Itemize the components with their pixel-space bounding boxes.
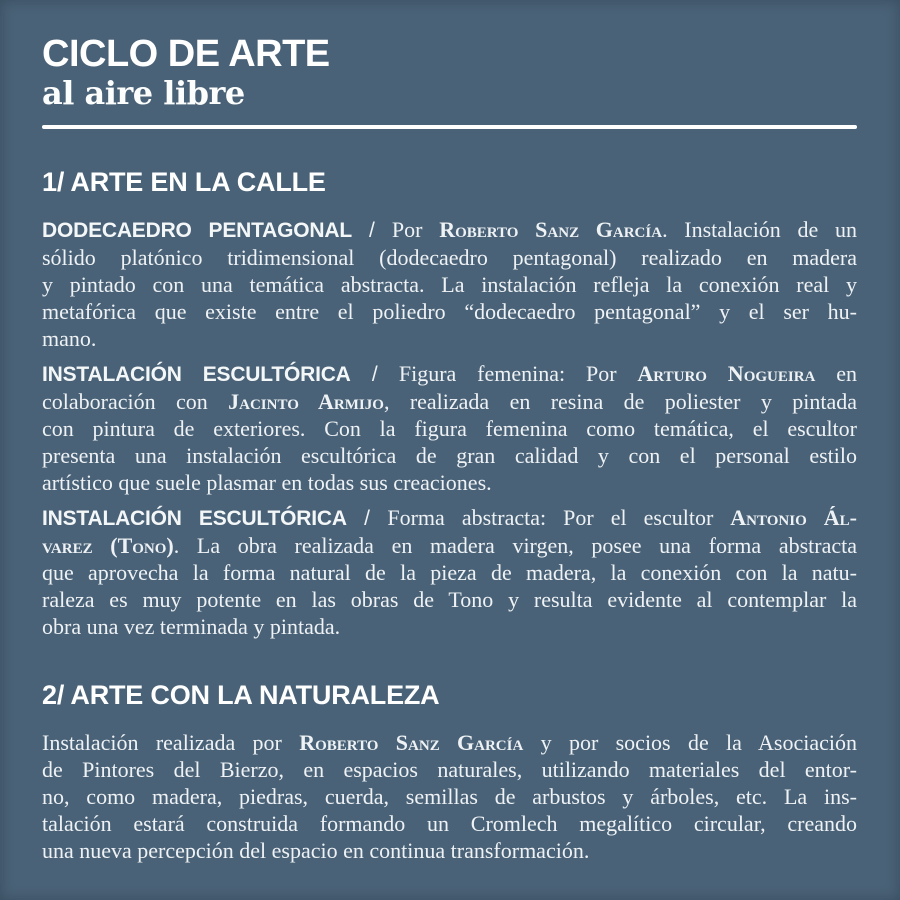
text-segment: y por socios de la Asociación (523, 730, 857, 755)
text-segment: artístico que suele plasmar en todas sus creaciones. (42, 470, 492, 495)
paragraph-lead: DODECAEDRO PENTAGONAL (42, 219, 352, 242)
text-segment: . Instalación de un (662, 217, 857, 242)
text-segment: Figura femenina: Por (398, 361, 638, 386)
lead-separator: / (346, 507, 388, 530)
page-title: CICLO DE ARTE (42, 33, 330, 75)
paragraph (42, 729, 857, 864)
text-segment: una nueva percepción del espacio en continua transformación. (42, 838, 590, 863)
lead-separator: / (350, 363, 399, 386)
text-segment: sólido platónico tridimensional (dodecaedro pentagonal) realizado en madera (42, 245, 857, 270)
text-segment: presenta una instalación escultórica de gran calidad y con el personal estilo (42, 443, 857, 468)
text-line (42, 837, 857, 864)
text-segment: raleza es muy potente en las obras de Tono y resulta evidente al contemplar la (42, 587, 857, 612)
text-line (42, 559, 857, 586)
artist-name: Roberto Sanz García (439, 217, 663, 242)
text-line (42, 532, 857, 559)
artist-name: Antonio Ál- (730, 505, 857, 530)
text-segment: en (815, 361, 857, 386)
text-segment: Por (391, 217, 440, 242)
artist-name: Jacinto Armijo (228, 389, 384, 414)
text-line (42, 388, 857, 415)
text-segment: colaboración con (42, 389, 229, 414)
text-line (42, 360, 857, 388)
section-heading: 2/ ARTE CON LA NATURALEZA (42, 680, 440, 710)
text-segment: mano. (42, 326, 97, 351)
text-line (42, 298, 857, 325)
text-line (42, 810, 857, 837)
paragraph-lead: INSTALACIÓN ESCULTÓRICA (42, 363, 351, 386)
text-line (42, 442, 857, 469)
paragraph-lead: INSTALACIÓN ESCULTÓRICA (42, 507, 347, 530)
text-line (42, 271, 857, 298)
sections (42, 167, 857, 864)
text-line (42, 469, 857, 496)
text-segment: que aprovecha la forma natural de la pieza de madera, la conexión con la natu- (42, 560, 857, 585)
paragraph (42, 360, 857, 496)
text-line (42, 613, 857, 640)
text-line (42, 325, 857, 352)
text-line (42, 504, 857, 532)
page-subtitle: al aire libre (42, 74, 245, 112)
artist-name: Arturo Nogueira (637, 361, 816, 386)
text-line (42, 756, 857, 783)
text-line (42, 729, 857, 756)
artist-name: varez (Tono) (42, 533, 174, 558)
artist-name: Roberto Sanz García (299, 730, 524, 755)
text-segment: y pintado con una temática abstracta. La instalación refleja la conexión real y (42, 272, 857, 297)
text-line (42, 216, 857, 244)
section-heading: 1/ ARTE EN LA CALLE (42, 167, 326, 197)
header (42, 34, 857, 129)
text-segment: Instalación realizada por (42, 730, 300, 755)
text-line (42, 586, 857, 613)
lead-separator: / (351, 219, 392, 242)
text-line (42, 415, 857, 442)
text-segment: metafórica que existe entre el poliedro “dodecaedro pentagonal” y el ser hu- (42, 299, 857, 324)
text-segment: no, como madera, piedras, cuerda, semillas de arbustos y árboles, etc. La ins- (42, 784, 857, 809)
text-segment: con pintura de exteriores. Con la figura femenina como temática, el escultor (42, 416, 857, 441)
text-segment: talación estará construida formando un Cromlech megalítico circular, creando (42, 811, 857, 836)
text-segment: , realizada en resina de poliester y pintada (383, 389, 858, 414)
section (42, 167, 857, 640)
text-segment: obra una vez terminada y pintada. (42, 614, 341, 639)
text-segment: de Pintores del Bierzo, en espacios naturales, utilizando materiales del entor- (42, 757, 857, 782)
paragraph (42, 504, 857, 640)
paragraph (42, 216, 857, 352)
divider (42, 125, 857, 129)
text-segment: Forma abstracta: Por el escultor (387, 505, 731, 530)
text-line (42, 244, 857, 271)
text-segment: . La obra realizada en madera virgen, posee una forma abstracta (173, 533, 857, 558)
section (42, 680, 857, 864)
text-line (42, 783, 857, 810)
